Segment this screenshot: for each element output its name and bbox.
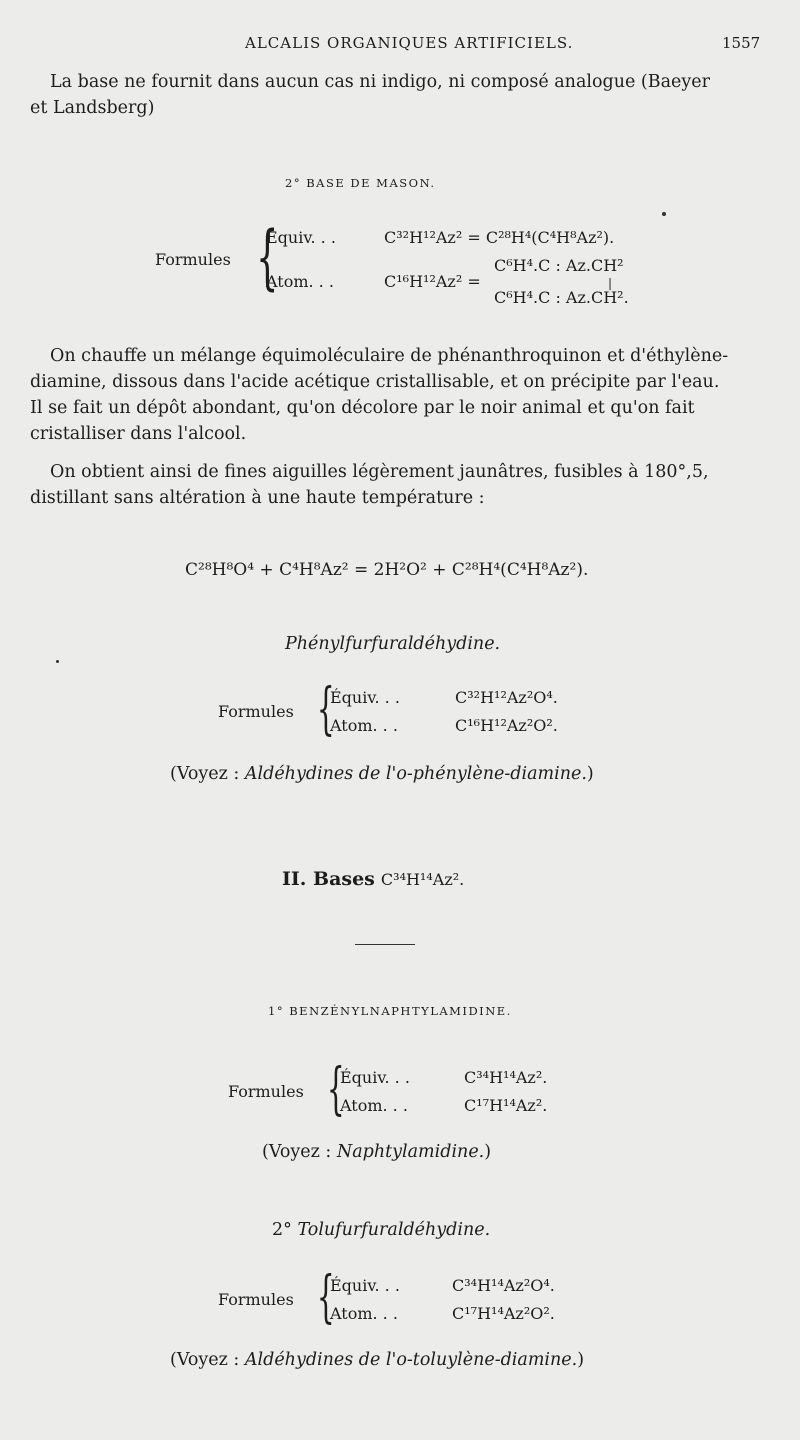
prep-p1-line-4: cristalliser dans l'alcool. [30, 424, 247, 444]
reaction-equation: C²⁸H⁸O⁴ + C⁴H⁸Az² = 2H²O² + C²⁸H⁴(C⁴H⁸Az²). [185, 560, 589, 580]
benzenyl-equiv-formula: C³⁴H¹⁴Az². [464, 1068, 548, 1087]
phenyl-title: Phénylfurfuraldéhydine. [285, 634, 501, 654]
toluf-equiv-formula: C³⁴H¹⁴Az²O⁴. [452, 1276, 555, 1295]
mason-atom-formula-bottom: C⁶H⁴.C : Az.CH². [494, 288, 629, 307]
benzenyl-see-prefix: (Voyez : [262, 1142, 337, 1162]
toluf-see-also [170, 1350, 584, 1370]
phenyl-atom-label: Atom. . . [330, 716, 398, 735]
section-2-title [282, 868, 464, 890]
prep-p1-line-3: Il se fait un dépôt abondant, qu'on décolore par le noir animal et qu'on fait [30, 398, 695, 418]
page-number: 1557 [722, 34, 761, 52]
toluf-see-ref: Aldéhydines de l'o-toluylène-diamine. [244, 1350, 578, 1370]
benzenyl-brace: { [326, 1057, 345, 1122]
section-2-title-prefix: II. Bases [282, 868, 375, 890]
mason-atom-formula-top: C⁶H⁴.C : Az.CH² [494, 256, 624, 275]
print-speck [56, 660, 59, 663]
section-divider [355, 944, 415, 945]
benzenyl-formulas-label: Formules [228, 1082, 304, 1101]
toluf-formulas-label: Formules [218, 1290, 294, 1309]
phenyl-formulas-label: Formules [218, 702, 294, 721]
mason-heading: 2° BASE DE MASON. [285, 176, 436, 190]
benzenyl-see-suffix: ) [484, 1142, 492, 1162]
toluf-title-text: Tolufurfuraldéhydine. [297, 1220, 491, 1240]
benzenyl-atom-label: Atom. . . [340, 1096, 408, 1115]
phenyl-see-prefix: (Voyez : [170, 764, 245, 784]
benzenyl-see-also [262, 1142, 491, 1162]
mason-brace: { [256, 216, 279, 298]
phenyl-see-ref: Aldéhydines de l'o-phénylène-diamine. [244, 764, 587, 784]
toluf-atom-label: Atom. . . [330, 1304, 398, 1323]
toluf-equiv-label: Équiv. . . [330, 1276, 400, 1295]
toluf-title-num: 2° [272, 1220, 292, 1240]
intro-line-2: et Landsberg) [30, 98, 155, 118]
mason-atom-formula-left: C¹⁶H¹²Az² = [384, 272, 481, 291]
phenyl-equiv-formula: C³²H¹²Az²O⁴. [455, 688, 558, 707]
phenyl-equiv-label: Équiv. . . [330, 688, 400, 707]
running-header-title: ALCALIS ORGANIQUES ARTIFICIELS. [245, 34, 574, 52]
mason-equiv-formula: C³²H¹²Az² = C²⁸H⁴(C⁴H⁸Az²). [384, 228, 615, 247]
prep-p2-line-1: On obtient ainsi de fines aiguilles légèrement jaunâtres, fusibles à 180°,5, [50, 462, 709, 482]
toluf-see-prefix: (Voyez : [170, 1350, 245, 1370]
benzenyl-atom-formula: C¹⁷H¹⁴Az². [464, 1096, 548, 1115]
toluf-title [272, 1220, 490, 1240]
phenyl-brace: { [316, 677, 335, 742]
benzenyl-heading: 1° BENZÉNYLNAPHTYLAMIDINE. [268, 1004, 512, 1018]
phenyl-atom-formula: C¹⁶H¹²Az²O². [455, 716, 558, 735]
benzenyl-see-ref: Naphtylamidine. [336, 1142, 485, 1162]
prep-p1-line-1: On chauffe un mélange équimoléculaire de phénanthroquinon et d'éthylène- [50, 346, 729, 366]
prep-p1-line-2: diamine, dissous dans l'acide acétique cristallisable, et on précipite par l'eau. [30, 372, 720, 392]
phenyl-see-suffix: ) [586, 764, 594, 784]
toluf-see-suffix: ) [577, 1350, 585, 1370]
intro-line-1: La base ne fournit dans aucun cas ni indigo, ni composé analogue (Baeyer [50, 72, 711, 92]
mason-atom-label: Atom. . . [266, 272, 334, 291]
mason-atom-formula-bar: | [608, 276, 613, 290]
print-speck [662, 212, 666, 216]
toluf-atom-formula: C¹⁷H¹⁴Az²O². [452, 1304, 555, 1323]
section-2-title-formula: C³⁴H¹⁴Az². [380, 870, 465, 889]
toluf-brace: { [316, 1265, 335, 1330]
phenyl-see-also [170, 764, 594, 784]
prep-p2-line-2: distillant sans altération à une haute température : [30, 488, 485, 508]
mason-equiv-label: Équiv. . . [266, 228, 336, 247]
benzenyl-equiv-label: Équiv. . . [340, 1068, 410, 1087]
mason-formulas-label: Formules [155, 250, 231, 269]
